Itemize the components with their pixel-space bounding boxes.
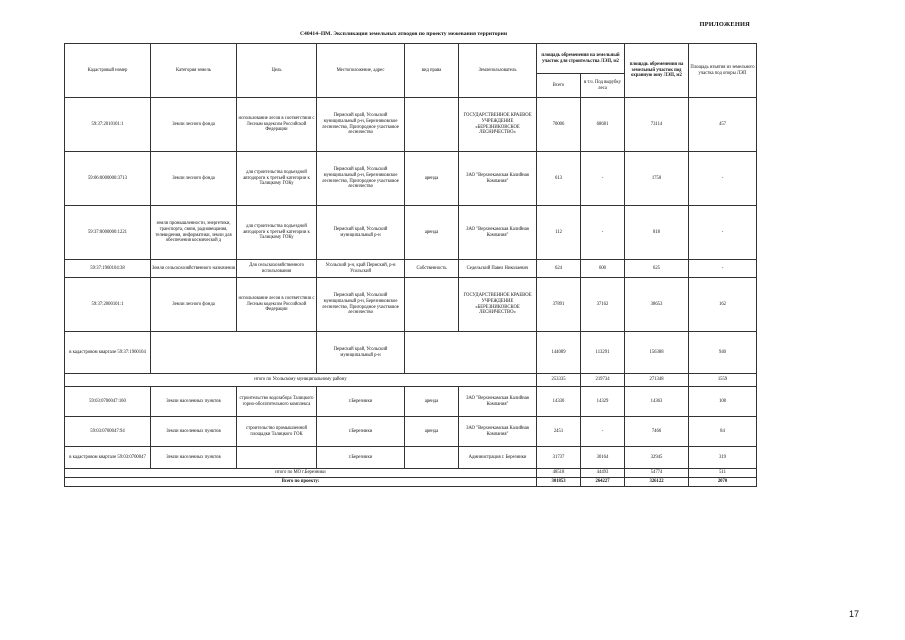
- cell-clearing: -: [581, 417, 625, 447]
- cell-location: г.Березники: [317, 417, 405, 447]
- header-row: [65, 44, 757, 74]
- cell-poles: 2070: [689, 478, 757, 487]
- col-header-category: Категория земель: [151, 44, 237, 98]
- cell-user: ЗАО "Верхнекамская Калийная Компания": [459, 417, 537, 447]
- cell-zone: 38653: [625, 278, 689, 332]
- cell-poles: 940: [689, 332, 757, 374]
- col-header-purpose: Цель: [237, 44, 317, 98]
- cell-user: ЗАО "Верхнекамская Калийная Компания": [459, 387, 537, 417]
- cell-total: 37891: [537, 278, 581, 332]
- col-header-cadastral: Кадастровый номер: [65, 44, 151, 98]
- cell-cadastral: 59:06:0000000:3713: [65, 152, 151, 206]
- cell-purpose: Для сельскохозяйственного использования: [237, 260, 317, 278]
- cell-total: 112: [537, 206, 581, 260]
- cell-total: 31737: [537, 447, 581, 469]
- cell-purpose: использование лесов в соответствии с Лесным кодексом Российской Федерации: [237, 98, 317, 152]
- cell-clearing: 14329: [581, 387, 625, 417]
- table-row: [65, 417, 757, 447]
- cell-category: земли промышленности, энергетики, транспорта, связи, радиовещания, телевидения, информатики, земли для обеспечения космической д: [151, 206, 237, 260]
- cell-zone: 14363: [625, 387, 689, 417]
- cell-location: Пермский край, Усольский муниципальный р-н: [317, 332, 405, 374]
- cell-zone: 7466: [625, 417, 689, 447]
- cell-clearing: 68681: [581, 98, 625, 152]
- cell-poles: 319: [689, 447, 757, 469]
- cell-total: 48518: [537, 469, 581, 478]
- land-allocation-table: [64, 43, 757, 487]
- cell-cadastral: 59:37:0000000:1221: [65, 206, 151, 260]
- col-header-location: Местоположение, адрес: [317, 44, 405, 98]
- cell-clearing: 37162: [581, 278, 625, 332]
- cell-cadastral: 59:37:2000101:1: [65, 278, 151, 332]
- table-row: [65, 152, 757, 206]
- cell-blank: [151, 332, 317, 374]
- cell-clearing: -: [581, 152, 625, 206]
- cell-location: Усольский р-н, край Пермский, р-н Усольский: [317, 260, 405, 278]
- appendix-heading: ПРИЛОЖЕНИЯ: [699, 21, 750, 28]
- cell-clearing: 30164: [581, 447, 625, 469]
- col-header-user: Землепользователь: [459, 44, 537, 98]
- table-row: [65, 332, 757, 374]
- cell-location: Пермский край, Усольский муниципальный р-н, Березниковское лесничество, Пригородное участковое лесничество: [317, 98, 405, 152]
- table-row: [65, 98, 757, 152]
- cell-purpose: использование лесов в соответствии с Лесным кодексом Российской Федерации: [237, 278, 317, 332]
- cell-total: 624: [537, 260, 581, 278]
- cell-category: Земли лесного фонда: [151, 152, 237, 206]
- cell-total: 613: [537, 152, 581, 206]
- cell-purpose: [237, 447, 317, 469]
- cell-location: г.Березники: [317, 447, 405, 469]
- cell-right: аренда: [405, 152, 459, 206]
- cell-location: Пермский край, Усольский муниципальный р-н, Березниковское лесничество, Пригородное участковое лесничество: [317, 152, 405, 206]
- cell-purpose: для строительства подъездной автодороги к третьей категории к Талицкому ГОКу: [237, 206, 317, 260]
- col-header-zone: площадь обременения на земельный участок под охранную зону ЛЭП, м2: [625, 44, 689, 98]
- cell-user: ГОСУДАРСТВЕННОЕ КРАЕВОЕ УЧРЕЖДЕНИЕ «БЕРЕЗНИКОВСКОЕ ЛЕСНИЧЕСТВО»: [459, 278, 537, 332]
- table-row: [65, 260, 757, 278]
- cell-cadastral: в кадастровом квартале 59:03:0700047: [65, 447, 151, 469]
- cell-clearing: 600: [581, 260, 625, 278]
- cell-clearing: 219734: [581, 374, 625, 387]
- cell-zone: 156388: [625, 332, 689, 374]
- cell-user: Администрация г. Березники: [459, 447, 537, 469]
- table-row: [65, 206, 757, 260]
- subtotal-row: [65, 469, 757, 478]
- cell-zone: 73114: [625, 98, 689, 152]
- cell-right: аренда: [405, 206, 459, 260]
- cell-total: 144089: [537, 332, 581, 374]
- cell-purpose: для строительства подъездной автодороги к третьей категории к Талицкому ГОКу: [237, 152, 317, 206]
- page-number: 17: [849, 609, 860, 619]
- col-header-poles: Площадь изъятия из земельного участка под опоры ЛЭП: [689, 44, 757, 98]
- subtotal-label: итого по МО г.Березники: [65, 469, 537, 478]
- cell-zone: 326122: [625, 478, 689, 487]
- document-title: С40414–ПМ. Экспликация земельных атводов по проекту межевания территории: [300, 31, 508, 37]
- cell-category: Земли сельскохозяйственного назначения: [151, 260, 237, 278]
- cell-total: 70006: [537, 98, 581, 152]
- cell-total: 2451: [537, 417, 581, 447]
- cell-poles: 457: [689, 98, 757, 152]
- grand-total-row: [65, 478, 757, 487]
- cell-total: 253335: [537, 374, 581, 387]
- col-header-enc-clearing: в т.ч. Под вырубку леса: [581, 74, 625, 98]
- cell-poles: 108: [689, 387, 757, 417]
- cell-poles: -: [689, 152, 757, 206]
- cell-location: Пермский край, Усольский муниципальный р-н, Березниковское лесничество, Пригородное участковое лесничество: [317, 278, 405, 332]
- col-header-enc-total: Всего: [537, 74, 581, 98]
- cell-zone: 271348: [625, 374, 689, 387]
- cell-zone: 818: [625, 206, 689, 260]
- cell-poles: -: [689, 260, 757, 278]
- cell-category: Земли лесного фонда: [151, 278, 237, 332]
- cell-right: аренда: [405, 387, 459, 417]
- cell-right: [405, 447, 459, 469]
- cell-cadastral: 59:03:0700047:160: [65, 387, 151, 417]
- col-header-encumbrance: площадь обременения на земельный участок для строительства ЛЭП, м2: [537, 44, 625, 74]
- cell-zone: 32945: [625, 447, 689, 469]
- cell-clearing: 113291: [581, 332, 625, 374]
- cell-purpose: строительство промышленной площадки Талицкого ГОК: [237, 417, 317, 447]
- cell-category: Земли населенных пунктов: [151, 387, 237, 417]
- cell-purpose: строительство водозабора Талицкого горно-обогатительного комплекса: [237, 387, 317, 417]
- cell-right: аренда: [405, 417, 459, 447]
- cell-user: ЗАО "Верхнекамская Калийная Компания": [459, 206, 537, 260]
- cell-poles: 84: [689, 417, 757, 447]
- table-row: [65, 387, 757, 417]
- cell-user: ЗАО "Верхнекамская Калийная Компания": [459, 152, 537, 206]
- subtotal-row: [65, 374, 757, 387]
- cell-right: [405, 278, 459, 332]
- cell-cadastral: 59:37:1960104:38: [65, 260, 151, 278]
- cell-cadastral: в кадастровом квартале 59:37:1960104: [65, 332, 151, 374]
- grand-total-label: Всего по проекту:: [65, 478, 537, 487]
- cell-poles: 162: [689, 278, 757, 332]
- cell-user: Седельский Павел Николаевич: [459, 260, 537, 278]
- table-row: [65, 278, 757, 332]
- cell-total: 14330: [537, 387, 581, 417]
- cell-zone: 54774: [625, 469, 689, 478]
- table-row: [65, 447, 757, 469]
- cell-category: Земли населенных пунктов: [151, 447, 237, 469]
- col-header-right: вид права: [405, 44, 459, 98]
- cell-poles: 1559: [689, 374, 757, 387]
- cell-user: ГОСУДАРСТВЕННОЕ КРАЕВОЕ УЧРЕЖДЕНИЕ «БЕРЕЗНИКОВСКОЕ ЛЕСНИЧЕСТВО»: [459, 98, 537, 152]
- cell-category: Земли населенных пунктов: [151, 417, 237, 447]
- cell-cadastral: 59:37:2010101:1: [65, 98, 151, 152]
- cell-blank: [405, 332, 537, 374]
- cell-location: г.Березники: [317, 387, 405, 417]
- cell-total: 301853: [537, 478, 581, 487]
- cell-clearing: -: [581, 206, 625, 260]
- cell-clearing: 44493: [581, 469, 625, 478]
- cell-right: Собственность: [405, 260, 459, 278]
- cell-cadastral: 59:03:0700047:94: [65, 417, 151, 447]
- cell-right: [405, 98, 459, 152]
- cell-poles: -: [689, 206, 757, 260]
- cell-zone: 625: [625, 260, 689, 278]
- cell-location: Пермский край, Усольский муниципальный р-н: [317, 206, 405, 260]
- cell-clearing: 264227: [581, 478, 625, 487]
- subtotal-label: итого по Усольскому муниципальному району: [65, 374, 537, 387]
- cell-category: Земли лесного фонда: [151, 98, 237, 152]
- cell-poles: 511: [689, 469, 757, 478]
- cell-zone: 1750: [625, 152, 689, 206]
